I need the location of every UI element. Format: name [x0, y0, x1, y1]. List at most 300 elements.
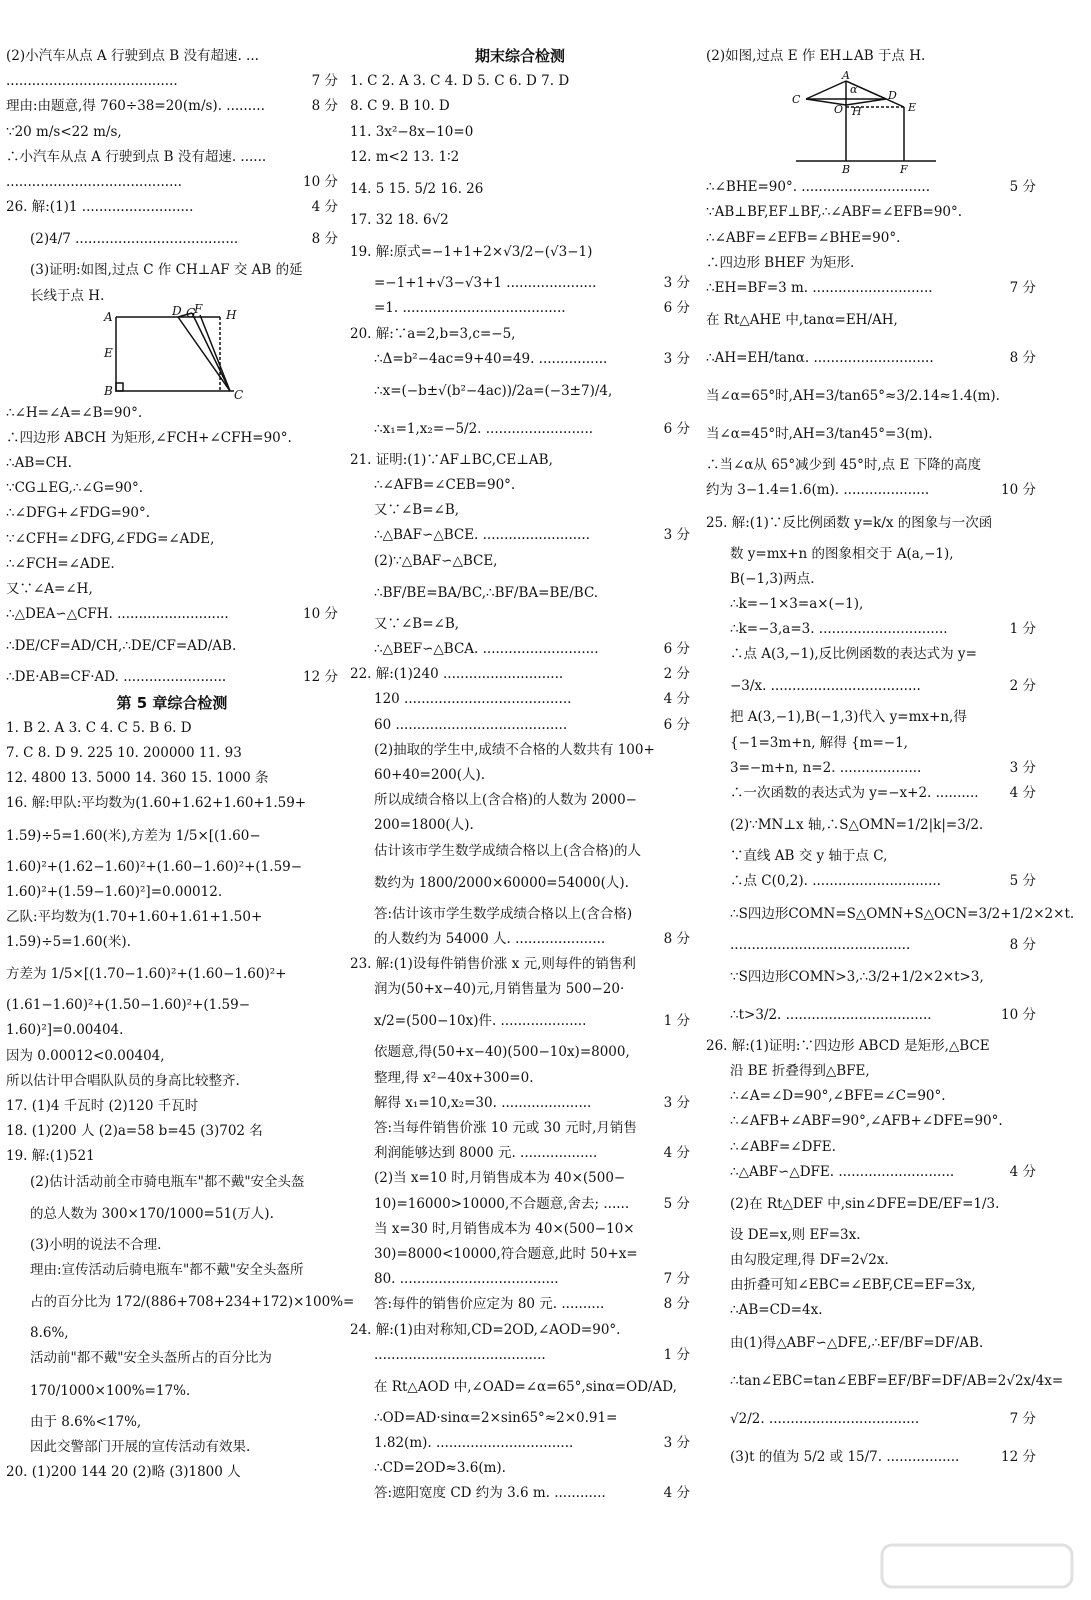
- line-text: ∴∠A=∠D=90°,∠BFE=∠C=90°.: [730, 1088, 946, 1105]
- line-text: (2)∵△BAF∽△BCE,: [374, 552, 498, 569]
- line-text: (2)在 Rt△DEF 中,sin∠DFE=DE/EF=1/3.: [730, 1195, 1000, 1212]
- fig-label-alpha: α: [850, 83, 858, 97]
- line-text: ∴∠AFB+∠ABF=90°,∠AFB+∠DFE=90°.: [730, 1113, 1003, 1130]
- score-label: 3 分: [660, 347, 690, 372]
- line-text: .........................................: [6, 173, 182, 190]
- answer-line: [350, 902, 690, 927]
- score-label: 3 分: [660, 523, 690, 548]
- line-text: (2)抽取的学生中,成绩不合格的人数共有 100+: [374, 741, 655, 758]
- line-text: 1.60)²]=0.00404.: [6, 1022, 124, 1039]
- line-text: 活动前"都不戴"安全头盔所占的百分比为: [30, 1350, 272, 1367]
- answer-line: [6, 665, 338, 690]
- line-text: 60+40=200(人).: [374, 766, 486, 783]
- line-text: 80. .....................................: [374, 1271, 559, 1288]
- answer-line: [6, 627, 338, 665]
- line-text: 60 ........................................: [374, 716, 568, 733]
- line-text: 1.82(m). ................................: [374, 1435, 574, 1452]
- line-text: 沿 BE 折叠得到△BFE,: [730, 1062, 870, 1079]
- line-text: 理由:由题意,得 760÷38=20(m/s). .........: [6, 98, 265, 115]
- figure-shade: [706, 69, 1036, 175]
- answer-line: [350, 1040, 690, 1065]
- answer-line: [350, 120, 690, 145]
- line-text: 依题意,得(50+x−40)(500−10x)=8000,: [374, 1044, 630, 1061]
- line-text: 11. 3x²−8x−10=0: [350, 123, 474, 140]
- fig-label-H: H: [852, 105, 862, 119]
- score-label: 10 分: [299, 602, 338, 627]
- line-text: ∴∠H=∠A=∠B=90°.: [6, 404, 143, 421]
- answer-line: [706, 1109, 1036, 1134]
- answer-line: [706, 1438, 1036, 1476]
- line-text: 17. (1)4 千瓦时 (2)120 千瓦时: [6, 1098, 199, 1114]
- line-text: 20. 解:∵a=2,b=3,c=−5,: [350, 325, 516, 342]
- line-text: 又∵∠B=∠B,: [374, 502, 460, 519]
- fig-label-O: O: [834, 103, 844, 117]
- answer-line: [706, 806, 1036, 844]
- answer-line: [6, 527, 338, 552]
- line-text: 120 .......................................: [374, 691, 572, 708]
- line-text: 17. 32 18. 6√2: [350, 211, 449, 228]
- answer-line: [6, 451, 338, 476]
- line-text: ∴DE/CF=AD/CH,∴DE/CF=AD/AB.: [6, 638, 237, 655]
- score-label: 8 分: [1006, 933, 1036, 958]
- answer-line: [350, 94, 690, 119]
- line-text: ∴点 A(3,−1),反比例函数的表达式为 y=: [730, 646, 977, 663]
- line-text: 26. 解:(1)1 ..........................: [6, 199, 194, 216]
- answer-line: [6, 716, 338, 741]
- answer-line: [350, 1141, 690, 1166]
- line-text: 1. B 2. A 3. C 4. C 5. B 6. D: [6, 719, 192, 736]
- fig-label-H: H: [226, 307, 237, 322]
- answer-line: [350, 927, 690, 952]
- score-label: 8 分: [660, 1292, 690, 1317]
- answer-line: [350, 763, 690, 788]
- answer-line: [6, 426, 338, 451]
- line-text: ∵∠CFH=∠DFG,∠FDG=∠ADE,: [6, 530, 215, 547]
- answer-line: [350, 145, 690, 170]
- answer-line: [350, 410, 690, 448]
- line-text: (2)估计活动前全市骑电瓶车"都不戴"安全头盔: [30, 1173, 305, 1190]
- answer-line: [6, 94, 338, 119]
- answer-line: [350, 549, 690, 574]
- answer-line: [706, 592, 1036, 617]
- line-text: 18. (1)200 人 (2)a=58 b=45 (3)702 名: [6, 1123, 263, 1140]
- score-label: 7 分: [660, 1267, 690, 1292]
- line-text: 数 y=mx+n 的图象相交于 A(a,−1),: [730, 545, 954, 562]
- answer-line: [6, 120, 338, 145]
- score-label: 10 分: [997, 996, 1036, 1034]
- fig-label-D: D: [172, 303, 182, 318]
- line-text: 1.60)²+(1.62−1.60)²+(1.60−1.60)²+(1.59−: [6, 858, 303, 875]
- line-text: ∵S四边形COMN>3,∴3/2+1/2×2×t>3,: [730, 968, 984, 985]
- answer-line: [6, 791, 338, 816]
- line-text: ∴当∠α从 65°减少到 45°时,点 E 下降的高度: [706, 457, 982, 474]
- line-text: ∵直线 AB 交 y 轴于点 C,: [730, 848, 888, 865]
- answer-line: [6, 258, 338, 283]
- answer-line: [706, 756, 1036, 781]
- score-label: 8 分: [308, 220, 338, 258]
- line-text: 答:当每件销售价涨 10 元或 30 元时,月销售: [374, 1120, 637, 1136]
- line-text: ∴△BEF∽△BCA. ...........................: [374, 641, 599, 657]
- fig-label-A: A: [104, 309, 113, 324]
- line-text: 约为 3−1.4=1.6(m). ....................: [706, 482, 930, 499]
- line-text: ∴AH=EH/tanα. ............................: [706, 350, 934, 367]
- answer-line: [350, 1343, 690, 1368]
- answer-line: [6, 1195, 338, 1233]
- answer-line: [6, 1321, 338, 1346]
- line-text: 在 Rt△AOD 中,∠OAD=∠α=65°,sinα=OD/AD,: [374, 1378, 677, 1395]
- answer-line: [706, 175, 1036, 200]
- line-text: (2)4/7 ......................................: [30, 231, 239, 248]
- fig-label-E: E: [908, 101, 917, 115]
- answer-line: [706, 44, 1036, 69]
- answer-line: [350, 1091, 690, 1116]
- score-label: 12 分: [997, 1438, 1036, 1476]
- line-text: 1.59)÷5=1.60(米).: [6, 934, 131, 951]
- fig-label-A: A: [842, 69, 850, 83]
- line-text: (1.61−1.60)²+(1.50−1.60)²+(1.59−: [6, 997, 251, 1014]
- line-text: ∴BF/BE=BA/BC,∴BF/BA=BE/BC.: [374, 584, 599, 601]
- answer-line: [706, 1223, 1036, 1248]
- answer-line: [706, 844, 1036, 869]
- line-text: 16. 解:甲队:平均数为(1.60+1.62+1.60+1.59+: [6, 795, 307, 812]
- answer-line: [350, 864, 690, 902]
- score-label: 1 分: [660, 1343, 690, 1368]
- line-text: 1. C 2. A 3. C 4. D 5. C 6. D 7. D: [350, 73, 570, 90]
- score-label: 4 分: [660, 687, 690, 712]
- answer-line: [706, 415, 1036, 453]
- line-text: 乙队:平均数为(1.70+1.60+1.61+1.50+: [6, 908, 263, 925]
- answer-line: [350, 1481, 690, 1506]
- answer-line: [706, 933, 1036, 958]
- score-label: 2 分: [1006, 667, 1036, 705]
- answer-line: [6, 476, 338, 501]
- fig-label-F: F: [194, 301, 203, 316]
- score-label: 5 分: [1006, 869, 1036, 894]
- line-text: 长线于点 H.: [30, 287, 105, 304]
- answer-line: [350, 1318, 690, 1343]
- fig-label-D: D: [888, 89, 897, 103]
- line-text: ∴一次函数的表达式为 y=−x+2. ..........: [730, 785, 979, 801]
- answer-line: [350, 839, 690, 864]
- line-text: 25. 解:(1)∵反比例函数 y=k/x 的图象与一次函: [706, 514, 993, 531]
- line-text: ∴EH=BF=3 m. ............................: [706, 279, 933, 296]
- answer-line: [6, 69, 338, 94]
- answer-line: [350, 296, 690, 321]
- answer-line: [6, 766, 338, 791]
- line-text: ∴S四边形COMN=S△OMN+S△OCN=3/2+1/2×2×t.: [730, 905, 1075, 922]
- answer-line: [706, 1248, 1036, 1273]
- answer-line: [6, 170, 338, 195]
- answer-line: [706, 1400, 1036, 1438]
- line-text: 利润能够达到 8000 元. ..................: [374, 1145, 598, 1162]
- line-text: 答:遮阳宽度 CD 约为 3.6 m. ............: [374, 1485, 606, 1502]
- answer-line: [706, 542, 1036, 567]
- line-text: 由于 8.6%<17%,: [30, 1413, 142, 1430]
- answer-line: [6, 1410, 338, 1435]
- line-text: 因为 0.00012<0.00404,: [6, 1047, 165, 1064]
- answer-line: [6, 1258, 338, 1283]
- answer-line: [6, 220, 338, 258]
- answer-line: [350, 1166, 690, 1191]
- line-text: (3)t 的值为 5/2 或 15/7. .................: [730, 1448, 960, 1465]
- line-text: 24. 解:(1)由对称知,CD=2OD,∠AOD=90°.: [350, 1321, 621, 1338]
- line-text: 12. m<2 13. 1∶2: [350, 148, 460, 165]
- line-text: (2)如图,过点 E 作 EH⊥AB 于点 H.: [706, 48, 926, 64]
- answer-line: [6, 855, 338, 880]
- answer-line: [6, 195, 338, 220]
- column-middle: [350, 44, 690, 1507]
- line-text: 估计该市学生数学成绩合格以上(含合格)的人: [374, 842, 642, 859]
- line-text: ∴AB=CH.: [6, 455, 72, 472]
- fig-label-F: F: [900, 163, 908, 177]
- line-text: 8. C 9. B 10. D: [350, 98, 450, 115]
- answer-line: [706, 667, 1036, 705]
- answer-line: [706, 1185, 1036, 1223]
- line-text: 23. 解:(1)设每件销售价涨 x 元,则每件的销售利: [350, 956, 636, 973]
- answer-line: [706, 958, 1036, 996]
- line-text: (3)证明:如图,过点 C 作 CH⊥AF 交 AB 的延: [30, 262, 303, 279]
- answer-line: [350, 498, 690, 523]
- fig-label-C: C: [792, 93, 801, 107]
- answer-line: [6, 993, 338, 1018]
- score-label: 12 分: [299, 665, 338, 690]
- answer-line: [706, 895, 1075, 933]
- score-label: 7 分: [1006, 276, 1036, 301]
- answer-line: [706, 1084, 1036, 1109]
- line-text: ∴k=−3,a=3. ..............................: [730, 621, 948, 638]
- answer-line: [706, 200, 1036, 225]
- score-label: 1 分: [1006, 617, 1036, 642]
- answer-line: [350, 1456, 690, 1481]
- answer-line: [706, 996, 1036, 1034]
- line-text: 当 x=30 时,月销售成本为 40×(500−10×: [374, 1220, 635, 1237]
- answer-line: [706, 504, 1036, 542]
- line-text: ∴k=−1×3=a×(−1),: [730, 595, 864, 612]
- line-text: ..........................................: [730, 936, 911, 953]
- line-text: ∴t>3/2. ..................................: [730, 1006, 932, 1023]
- watermark-logo-icon: [880, 1540, 1080, 1595]
- fig-label-B: B: [842, 163, 851, 177]
- answer-line: [706, 1135, 1036, 1160]
- answer-line: [350, 738, 690, 763]
- line-text: ∴∠DFG+∠FDG=90°.: [6, 505, 151, 522]
- answer-line: [350, 662, 690, 687]
- answer-line: [706, 301, 1036, 339]
- line-text: ∵AB⊥BF,EF⊥BF,∴∠ABF=∠EFB=90°.: [706, 204, 963, 221]
- line-text: B(−1,3)两点.: [730, 570, 815, 587]
- line-text: 把 A(3,−1),B(−1,3)代入 y=mx+n,得: [730, 709, 967, 726]
- answer-line: [6, 44, 338, 69]
- answer-line: [706, 1034, 1036, 1059]
- line-text: ∵CG⊥EG,∴∠G=90°.: [6, 480, 144, 497]
- answer-line: [6, 552, 338, 577]
- line-text: 10)=16000>10000,不合题意,舍去; ......: [374, 1195, 630, 1212]
- answer-line: [6, 501, 338, 526]
- answer-line: [6, 741, 338, 766]
- answer-line: [350, 1116, 690, 1141]
- answer-line: [350, 1431, 690, 1456]
- score-label: 10 分: [997, 478, 1036, 503]
- line-text: ∴小汽车从点 A 行驶到点 B 没有超速. ......: [6, 148, 267, 165]
- answer-line: [6, 1460, 338, 1485]
- answer-line: [350, 1217, 690, 1242]
- answer-line: [350, 813, 690, 838]
- line-text: 30)=8000<10000,符合题意,此时 50+x=: [374, 1245, 638, 1262]
- line-text: 所以估计甲合唱队队员的身高比较整齐.: [6, 1072, 240, 1089]
- answer-line: [350, 977, 690, 1002]
- answer-line: [6, 401, 338, 426]
- line-text: 又∵∠A=∠H,: [6, 581, 93, 597]
- answer-line: [6, 817, 338, 855]
- answer-line: [6, 880, 338, 905]
- answer-line: [706, 1298, 1036, 1323]
- score-label: 8 分: [660, 927, 690, 952]
- answer-line: [6, 602, 338, 627]
- answer-line: [6, 1144, 338, 1169]
- line-text: 的总人数为 300×170/1000=51(万人).: [30, 1205, 274, 1222]
- answer-line: [6, 930, 338, 955]
- column-right: [706, 44, 1075, 1476]
- score-label: 2 分: [660, 662, 690, 687]
- line-text: 的人数约为 54000 人. .....................: [374, 930, 606, 947]
- score-label: 3 分: [1006, 756, 1036, 781]
- fig-label-E: E: [104, 345, 113, 360]
- line-text: 因此交警部门开展的宣传活动有效果.: [30, 1438, 251, 1455]
- line-text: 数约为 1800/2000×60000=54000(人).: [374, 874, 629, 891]
- line-text: ∴OD=AD·sinα=2×sin65°≈2×0.91=: [374, 1409, 618, 1426]
- line-text: 方差为 1/5×[(1.70−1.60)²+(1.60−1.60)²+: [6, 966, 287, 983]
- fig-label-G: G: [186, 305, 196, 320]
- line-text: x/2=(500−10x)件. ....................: [374, 1013, 587, 1030]
- score-label: 5 分: [660, 1192, 690, 1217]
- answer-line: [350, 347, 690, 372]
- answer-line: [350, 952, 690, 977]
- line-text: ∴∠ABF=∠EFB=∠BHE=90°.: [706, 229, 901, 246]
- line-text: ∴DE·AB=CF·AD. ........................: [6, 669, 227, 686]
- score-label: 4 分: [308, 195, 338, 220]
- line-text: 整理,得 x²−40x+300=0.: [374, 1069, 534, 1086]
- line-text: ∴tan∠EBC=tan∠EBF=EF/BF=DF/AB=2√2x/4x=: [730, 1372, 1064, 1389]
- line-text: 答:每件的销售价应定为 80 元. ..........: [374, 1296, 605, 1313]
- line-text: 170/1000×100%=17%.: [30, 1382, 191, 1399]
- line-text: 8.6%,: [30, 1325, 69, 1342]
- line-text: 当∠α=45°时,AH=3/tan45°=3(m).: [706, 426, 933, 443]
- answer-line: [350, 788, 690, 813]
- answer-line: [706, 276, 1036, 301]
- answer-line: [6, 1094, 338, 1119]
- answer-line: [6, 577, 338, 602]
- answer-line: [6, 1119, 338, 1144]
- line-text: 1.60)²+(1.59−1.60)²]=0.00012.: [6, 883, 223, 900]
- answer-line: [350, 1242, 690, 1267]
- line-text: 在 Rt△AHE 中,tanα=EH/AH,: [706, 312, 898, 329]
- answer-line: [6, 1018, 338, 1043]
- score-label: 10 分: [299, 170, 338, 195]
- line-text: 所以成绩合格以上(含合格)的人数为 2000−: [374, 792, 637, 809]
- line-text: −3/x. ...................................: [730, 678, 921, 695]
- score-label: 5 分: [1006, 175, 1036, 200]
- answer-line: [350, 271, 690, 296]
- line-text: 占的百分比为 172/(886+708+234+172)×100%=: [30, 1294, 355, 1311]
- line-text: =1. ......................................: [374, 300, 566, 317]
- line-text: 解得 x₁=10,x₂=30. .....................: [374, 1094, 592, 1111]
- sunshade-figure: [786, 69, 946, 175]
- line-text: ∴四边形 ABCH 为矩形,∠FCH+∠CFH=90°.: [6, 429, 292, 446]
- answer-line: [706, 781, 1036, 806]
- score-label: 8 分: [1006, 339, 1036, 377]
- score-label: 4 分: [1006, 781, 1036, 806]
- answer-line: [706, 377, 1036, 415]
- answer-line: [6, 1435, 338, 1460]
- score-label: 4 分: [660, 1481, 690, 1506]
- line-text: 12. 4800 13. 5000 14. 360 15. 1000 条: [6, 770, 269, 787]
- line-text: 200=1800(人).: [374, 817, 474, 834]
- answer-line: [350, 170, 690, 208]
- answer-line: [350, 233, 690, 271]
- line-text: ∴CD=2OD≈3.6(m).: [374, 1460, 506, 1477]
- answer-line: [350, 69, 690, 94]
- answer-line: [706, 567, 1036, 592]
- answer-line: [706, 869, 1036, 894]
- score-label: 4 分: [660, 1141, 690, 1166]
- line-text: 21. 证明:(1)∵AF⊥BC,CE⊥AB,: [350, 451, 553, 468]
- line-text: (2)当 x=10 时,月销售成本为 40×(500−: [374, 1170, 626, 1187]
- answer-line: [350, 523, 690, 548]
- line-text: 由勾股定理,得 DF=2√2x.: [730, 1252, 889, 1269]
- score-label: 6 分: [660, 637, 690, 662]
- answer-line: [350, 1066, 690, 1091]
- section-heading: [6, 691, 338, 716]
- answer-line: [6, 1069, 338, 1094]
- score-label: 7 分: [1006, 1400, 1036, 1438]
- line-text: {−1=3m+n, 解得 {m=−1,: [730, 734, 908, 751]
- line-text: ∴AB=CD=4x.: [730, 1302, 823, 1319]
- line-text: ∴∠BHE=90°. ..............................: [706, 179, 931, 196]
- line-text: 由(1)得△ABF∽△DFE,∴EF/BF=DF/AB.: [730, 1334, 984, 1351]
- answer-line: [706, 339, 1036, 377]
- answer-line: [6, 1372, 338, 1410]
- answer-line: [706, 731, 1036, 756]
- line-text: 第 5 章综合检测: [116, 693, 228, 712]
- line-text: 设 DE=x,则 EF=3x.: [730, 1226, 861, 1243]
- line-text: (2)小汽车从点 A 行驶到点 B 没有超速. ...: [6, 48, 259, 64]
- answer-line: [706, 453, 1036, 478]
- answer-line: [706, 617, 1036, 642]
- line-text: ∴△BAF∽△BCE. .........................: [374, 527, 590, 544]
- line-text: ∴Δ=b²−4ac=9+40=49. ................: [374, 350, 608, 367]
- answer-line: [6, 145, 338, 170]
- line-text: 26. 解:(1)证明:∵四边形 ABCD 是矩形,△BCE: [706, 1037, 990, 1054]
- answer-line: [706, 642, 1036, 667]
- line-text: 润为(50+x−40)元,月销售量为 500−20·: [374, 981, 625, 998]
- answer-line: [350, 1192, 690, 1217]
- fig-label-C: C: [234, 387, 244, 402]
- answer-line: [6, 1170, 338, 1195]
- rectangle-figure: [102, 301, 252, 402]
- answer-line: [706, 1324, 1036, 1362]
- figure-rect: [6, 301, 338, 402]
- line-text: ∴△ABF∽△DFE. ...........................: [730, 1163, 955, 1180]
- answer-line: [706, 226, 1036, 251]
- answer-line: [350, 713, 690, 738]
- line-text: ∴x=(−b±√(b²−4ac))/2a=(−3±7)/4,: [374, 382, 613, 399]
- line-text: ∴点 C(0,2). ..............................: [730, 873, 941, 890]
- answer-line: [350, 473, 690, 498]
- line-text: 14. 5 15. 5/2 16. 26: [350, 180, 484, 197]
- answer-line: [350, 612, 690, 637]
- line-text: =−1+1+√3−√3+1 .....................: [374, 275, 597, 292]
- line-text: ∴△DEA∽△CFH. ..........................: [6, 606, 229, 623]
